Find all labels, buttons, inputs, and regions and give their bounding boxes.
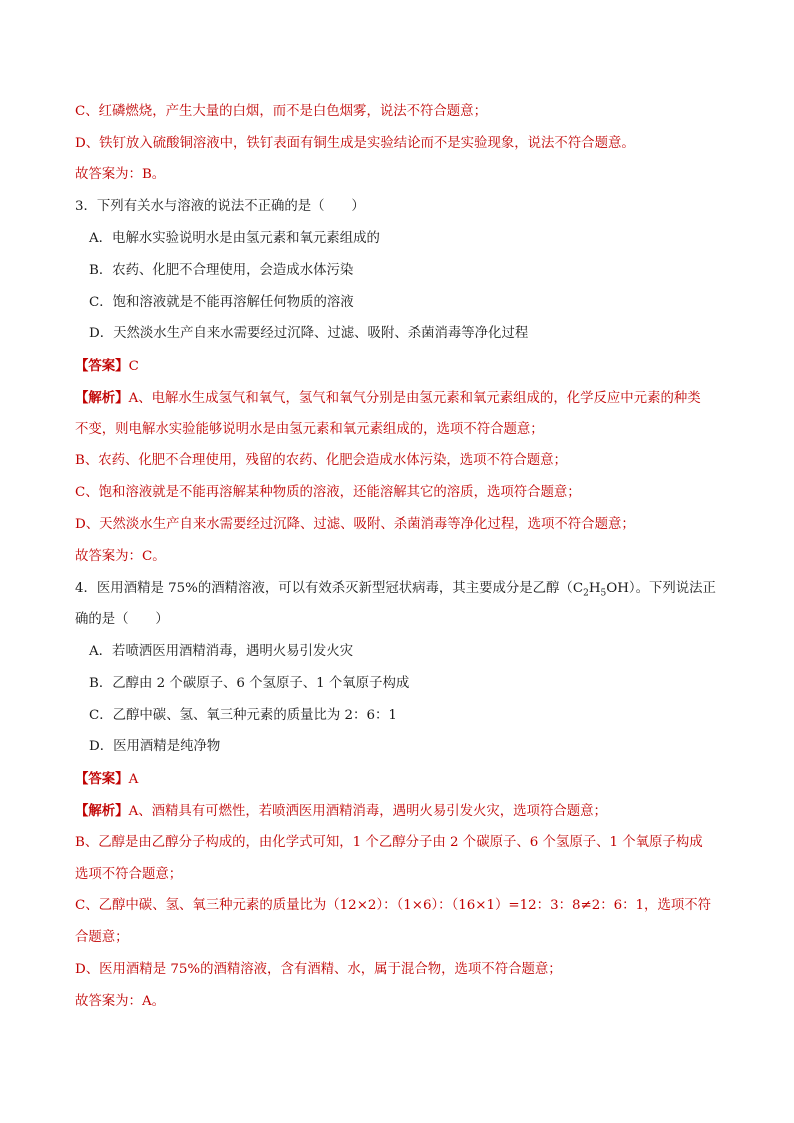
q4-explanation-text: A、酒精具有可燃性，若喷洒医用酒精消毒，遇明火易引发火灾，选项符合题意； (128, 804, 607, 819)
q3-explanation-2: 不变，则电解水实验能够说明水是由氢元素和氧元素组成的，选项不符合题意； (75, 422, 544, 437)
q3-option-d: D．天然淡水生产自来水需要经过沉降、过滤、吸附、杀菌消毒等净化过程 (89, 326, 529, 341)
prev-explanation-c: C、红磷燃烧，产生大量的白烟，而不是白色烟雾，说法不符合题意； (75, 104, 487, 119)
q3-option-a: A．电解水实验说明水是由氢元素和氧元素组成的 (89, 231, 380, 246)
q4-option-d: D．医用酒精是纯净物 (89, 739, 221, 754)
q4-stem-part-1: 4．医用酒精是 75%的酒精溶液，可以有效杀灭新型冠状病毒，其主要成分是乙醇（C (75, 581, 584, 596)
q3-explanation-5: D、天然淡水生产自来水需要经过沉降、过滤、吸附、杀菌消毒等净化过程，选项不符合题意； (75, 517, 635, 532)
q4-formula-h: H (588, 581, 601, 596)
q4-option-a: A．若喷洒医用酒精消毒，遇明火易引发火灾 (89, 644, 354, 659)
q3-option-b: B．农药、化肥不合理使用，会造成水体污染 (89, 263, 354, 278)
q4-explanation-2: B、乙醇是由乙醇分子构成的，由化学式可知，1 个乙醇分子由 2 个碳原子、6 个氢原子、1 个氧原子构成 (75, 835, 703, 850)
q3-explanation-3: B、农药、化肥不合理使用，残留的农药、化肥会造成水体污染，选项不符合题意； (75, 453, 567, 468)
q4-stem-part-2: OH）。下列说法正 (606, 581, 716, 596)
q4-answer-label: 【答案】 (75, 771, 129, 787)
q3-final-answer: 故答案为：C。 (75, 549, 166, 564)
q4-option-c: C．乙醇中碳、氢、氧三种元素的质量比为 2：6：1 (89, 708, 397, 723)
q4-final-answer: 故答案为：A。 (75, 994, 166, 1009)
q3-answer-label: 【答案】 (75, 358, 129, 374)
q4-option-b: B．乙醇由 2 个碳原子、6 个氢原子、1 个氧原子构成 (89, 676, 410, 691)
q4-answer-value: A (128, 772, 139, 787)
q4-explanation-6: D、医用酒精是 75%的酒精溶液，含有酒精、水，属于混合物，选项不符合题意； (75, 962, 562, 977)
q3-option-c: C．饱和溶液就是不能再溶解任何物质的溶液 (89, 295, 354, 310)
q4-explanation-4: C、乙醇中碳、氢、氧三种元素的质量比为（12×2）：（1×6）：（16×1）=12：3：8≠2：6：1，选项不符 (75, 898, 712, 913)
q3-explanation-4: C、饱和溶液就是不能再溶解某种物质的溶液，还能溶解其它的溶质，选项符合题意； (75, 485, 581, 500)
q4-explanation-5: 合题意； (75, 930, 129, 945)
q4-stem-1 (75, 580, 716, 598)
q3-stem: 3．下列有关水与溶液的说法不正确的是（ ） (75, 199, 365, 214)
q4-explanation-3: 选项不符合题意； (75, 867, 183, 882)
q3-explanation-1 (75, 389, 701, 408)
prev-final-answer: 故答案为：B。 (75, 167, 166, 182)
q4-explanation-1 (75, 802, 607, 821)
q4-explanation-label: 【解析】 (75, 803, 129, 819)
q4-formula-sub-5: 5 (600, 588, 607, 599)
q3-answer-value: C (128, 359, 139, 374)
q4-formula-sub-2: 2 (583, 588, 589, 599)
q3-explanation-text: A、电解水生成氢气和氧气，氢气和氧气分别是由氢元素和氧元素组成的，化学反应中元素的种类 (128, 391, 701, 406)
prev-explanation-d: D、铁钉放入硫酸铜溶液中，铁钉表面有铜生成是实验结论而不是实验现象，说法不符合题意。 (75, 136, 635, 151)
q4-answer (75, 770, 138, 789)
q4-stem-2: 确的是（ ） (75, 612, 169, 627)
q3-answer (75, 357, 139, 376)
q3-explanation-label: 【解析】 (75, 390, 129, 406)
